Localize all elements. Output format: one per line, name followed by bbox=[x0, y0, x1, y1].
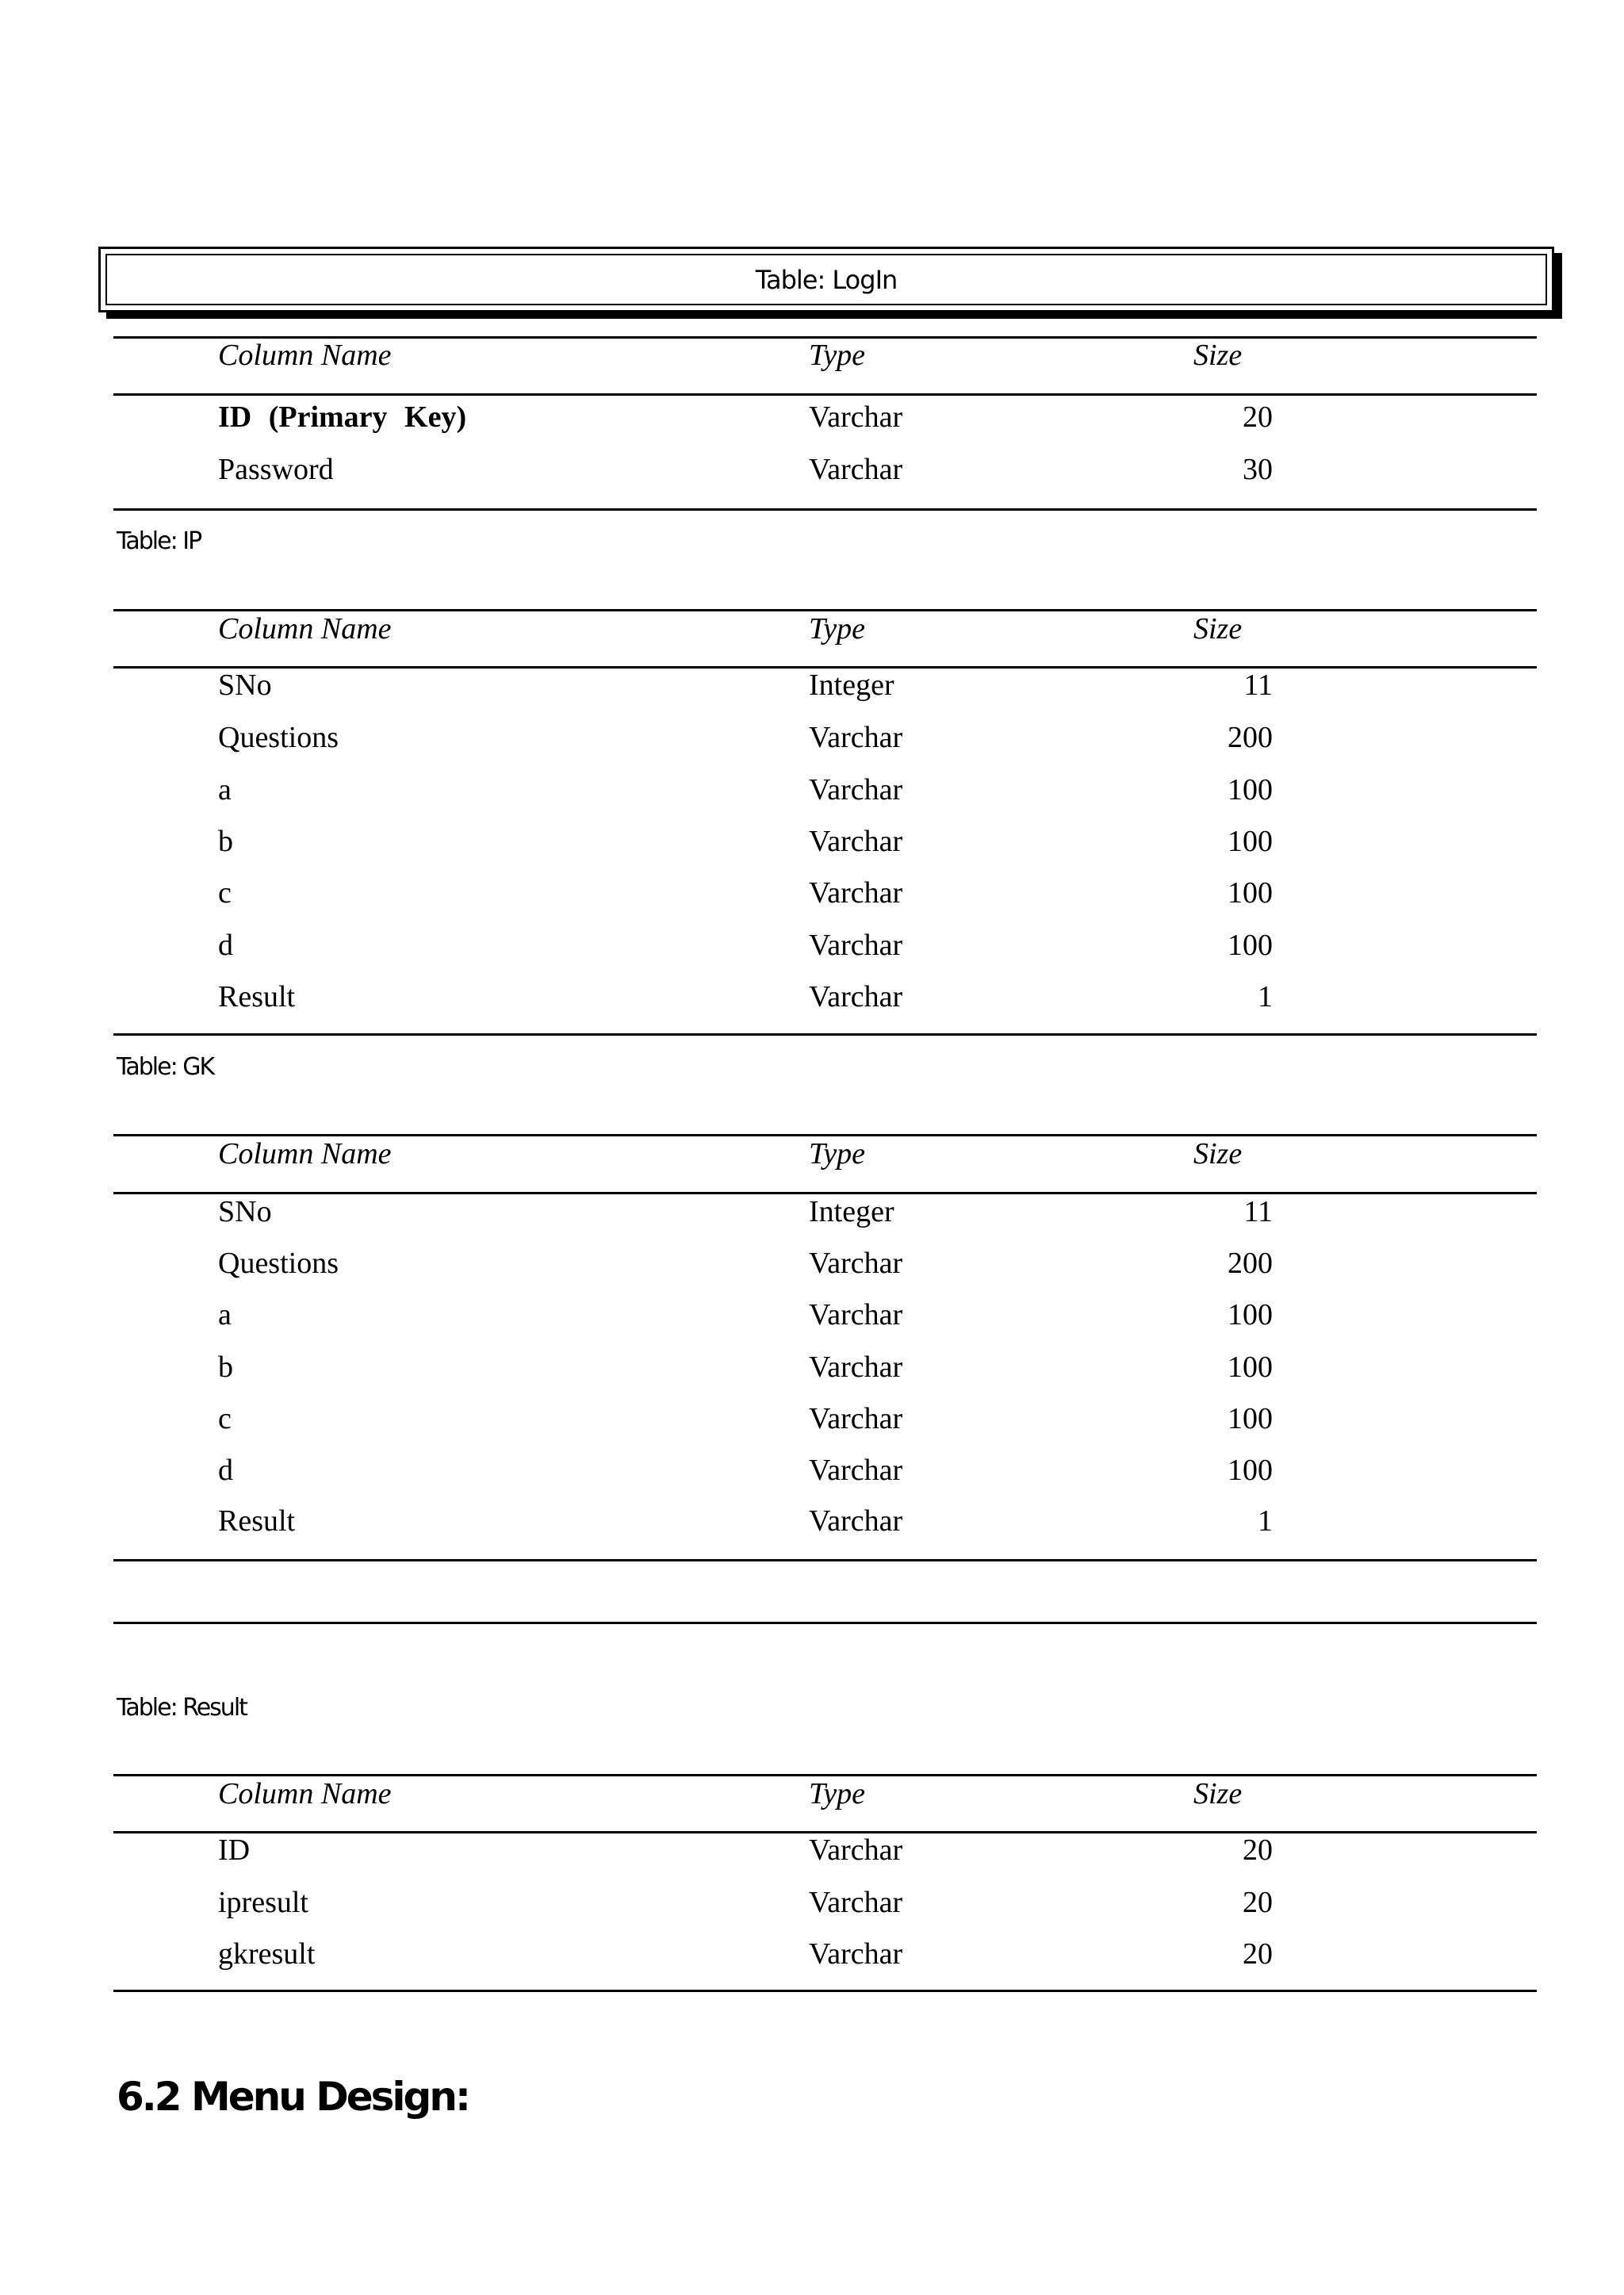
table-row-cell: Result bbox=[218, 1504, 296, 1538]
table-row-cell: Varchar bbox=[809, 453, 903, 486]
table-row-cell: ipresult bbox=[218, 1886, 308, 1919]
result-table-caption: Table: Result bbox=[117, 1694, 247, 1722]
divider-rule bbox=[113, 1622, 1537, 1624]
table-row-cell: 11 bbox=[1243, 669, 1273, 702]
result-table-bottom-rule bbox=[113, 1990, 1537, 1992]
table-row-cell: 200 bbox=[1228, 721, 1273, 754]
gk-table-bottom-rule bbox=[113, 1559, 1537, 1561]
gk-table-caption: Table: GK bbox=[117, 1053, 214, 1081]
table-row-cell: Varchar bbox=[809, 1351, 903, 1384]
table-row-cell: 100 bbox=[1228, 1298, 1273, 1331]
table-row-cell: Varchar bbox=[809, 825, 903, 858]
ip-header-type: Type bbox=[809, 612, 866, 646]
table-row-cell: Varchar bbox=[809, 929, 903, 962]
table-row-cell: 20 bbox=[1243, 1937, 1273, 1971]
login-header-type: Type bbox=[809, 339, 866, 372]
ip-table-caption: Table: IP bbox=[117, 527, 201, 555]
table-row-cell: Varchar bbox=[809, 721, 903, 754]
ip-header-size: Size bbox=[1193, 612, 1243, 646]
table-row-cell: 1 bbox=[1258, 980, 1273, 1013]
login-header-size: Size bbox=[1193, 339, 1243, 372]
table-row-cell: 1 bbox=[1258, 1504, 1273, 1538]
table-row-cell: Varchar bbox=[809, 1886, 903, 1919]
table-row-cell: Result bbox=[218, 980, 296, 1013]
table-row-cell: c bbox=[218, 1402, 232, 1435]
table-row-cell: Varchar bbox=[809, 980, 903, 1013]
table-row-cell: d bbox=[218, 929, 233, 962]
table-row-cell: Varchar bbox=[809, 1402, 903, 1435]
table-row-cell: Varchar bbox=[809, 1454, 903, 1487]
ip-header-column-name: Column Name bbox=[218, 612, 392, 646]
table-row-cell: SNo bbox=[218, 1195, 272, 1228]
table-row-cell: Varchar bbox=[809, 1298, 903, 1331]
result-header-column-name: Column Name bbox=[218, 1777, 392, 1810]
table-row-cell: c bbox=[218, 876, 232, 910]
table-row-cell: 100 bbox=[1228, 876, 1273, 910]
table-row-cell: ID (Primary Key) bbox=[218, 400, 467, 434]
table-row-cell: 100 bbox=[1228, 825, 1273, 858]
table-row-cell: Varchar bbox=[809, 1504, 903, 1538]
table-row-cell: 100 bbox=[1228, 929, 1273, 962]
table-row-cell: Varchar bbox=[809, 400, 903, 434]
table-row-cell: 100 bbox=[1228, 1454, 1273, 1487]
table-row-cell: Varchar bbox=[809, 1247, 903, 1280]
table-row-cell: Questions bbox=[218, 721, 339, 754]
table-row-cell: b bbox=[218, 1351, 233, 1384]
table-row-cell: d bbox=[218, 1454, 233, 1487]
result-header-type: Type bbox=[809, 1777, 866, 1810]
table-row-cell: Integer bbox=[809, 669, 894, 702]
table-row-cell: 11 bbox=[1243, 1195, 1273, 1228]
table-row-cell: 200 bbox=[1228, 1247, 1273, 1280]
login-table-header-rule bbox=[113, 393, 1537, 396]
table-row-cell: ID bbox=[218, 1833, 251, 1867]
table-row-cell: Varchar bbox=[809, 876, 903, 910]
table-row-cell: a bbox=[218, 773, 232, 807]
login-table-bottom-rule bbox=[113, 508, 1537, 511]
table-row-cell: 20 bbox=[1243, 1886, 1273, 1919]
gk-header-column-name: Column Name bbox=[218, 1137, 392, 1170]
table-row-cell: Varchar bbox=[809, 1833, 903, 1867]
result-header-size: Size bbox=[1193, 1777, 1243, 1810]
table-row-cell: Password bbox=[218, 453, 334, 486]
table-row-cell: Questions bbox=[218, 1247, 339, 1280]
table-row-cell: 20 bbox=[1243, 1833, 1273, 1867]
login-table-title: Table: LogIn bbox=[105, 254, 1547, 305]
section-heading: 6.2 Menu Design: bbox=[117, 2074, 469, 2120]
table-row-cell: gkresult bbox=[218, 1937, 316, 1971]
gk-header-type: Type bbox=[809, 1137, 866, 1170]
table-row-cell: Integer bbox=[809, 1195, 894, 1228]
table-row-cell: 20 bbox=[1243, 400, 1273, 434]
table-row-cell: Varchar bbox=[809, 1937, 903, 1971]
table-row-cell: b bbox=[218, 825, 233, 858]
table-row-cell: a bbox=[218, 1298, 232, 1331]
login-table-title-box bbox=[98, 247, 1554, 312]
table-row-cell: 30 bbox=[1243, 453, 1273, 486]
table-row-cell: 100 bbox=[1228, 1402, 1273, 1435]
login-header-column-name: Column Name bbox=[218, 339, 392, 372]
table-row-cell: SNo bbox=[218, 669, 272, 702]
table-row-cell: 100 bbox=[1228, 1351, 1273, 1384]
table-row-cell: 100 bbox=[1228, 773, 1273, 807]
ip-table-bottom-rule bbox=[113, 1033, 1537, 1036]
table-row-cell: Varchar bbox=[809, 773, 903, 807]
gk-header-size: Size bbox=[1193, 1137, 1243, 1170]
